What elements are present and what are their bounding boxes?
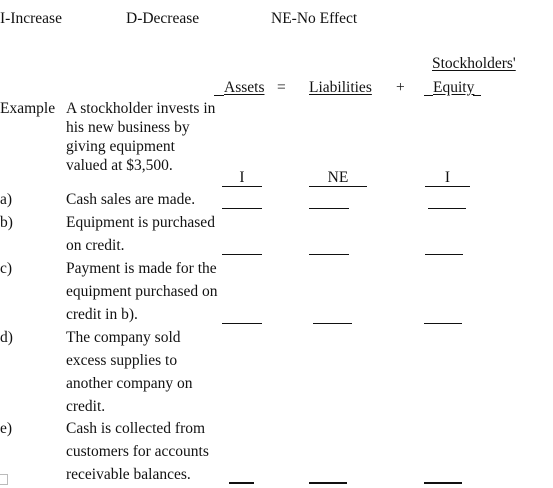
item-b-assets-blank[interactable] (222, 254, 262, 255)
item-a-label: a) (0, 191, 13, 208)
example-text-line: his new business by (66, 119, 190, 136)
header-equity-line1: Stockholders' (432, 55, 516, 72)
item-c-equity-blank[interactable] (424, 323, 462, 324)
item-a-liabilities-blank[interactable] (309, 208, 349, 209)
item-e-text-line: receivable balances. (66, 466, 191, 483)
item-e-text-line: customers for accounts (66, 443, 209, 460)
page-corner-marker (0, 474, 8, 485)
item-d-text-line: The company sold (66, 329, 181, 346)
item-d-text-line: excess supplies to (66, 352, 178, 369)
legend-decrease: D-Decrease (126, 10, 200, 27)
header-liabilities: Liabilities (309, 79, 372, 96)
item-d-text-line: credit. (66, 398, 106, 415)
header-equity-underline-tail (473, 95, 481, 96)
item-c-assets-blank[interactable] (222, 323, 262, 324)
item-b-text-line: on credit. (66, 237, 125, 254)
item-c-label: c) (0, 260, 13, 277)
item-e-assets-blank[interactable] (229, 482, 254, 484)
item-e-label: e) (0, 420, 13, 437)
item-e-text-line: Cash is collected from (66, 420, 206, 437)
item-c-text-line: equipment purchased on (66, 283, 218, 300)
item-c-text-line: Payment is made for the (66, 260, 217, 277)
header-assets-underline-lead (214, 95, 224, 96)
example-text-line: giving equipment (66, 138, 175, 155)
legend-no-effect: NE-No Effect (271, 10, 358, 27)
example-liabilities-blank (309, 186, 367, 187)
header-assets: Assets (224, 79, 265, 96)
header-equity-line2: Equity (433, 79, 475, 96)
example-label: Example (0, 100, 56, 117)
item-c-text-line: credit in b). (66, 306, 138, 323)
item-e-liabilities-blank[interactable] (309, 482, 347, 484)
item-e-equity-blank[interactable] (424, 482, 462, 484)
example-assets-blank (222, 186, 262, 187)
item-d-label: d) (0, 329, 13, 346)
item-a-assets-blank[interactable] (222, 208, 262, 209)
example-equity-value: I (444, 169, 451, 186)
header-plus: + (396, 79, 405, 96)
item-c-liabilities-blank[interactable] (313, 323, 352, 324)
item-b-text-line: Equipment is purchased (66, 214, 215, 231)
example-equity-blank (425, 186, 470, 187)
item-b-label: b) (0, 214, 13, 231)
example-assets-value: I (239, 169, 245, 186)
item-a-equity-blank[interactable] (428, 208, 466, 209)
example-liabilities-value: NE (327, 169, 349, 186)
header-equity-underline-lead (424, 95, 433, 96)
legend-increase: I-Increase (0, 10, 62, 27)
item-b-equity-blank[interactable] (425, 254, 463, 255)
header-equals: = (277, 79, 286, 96)
item-b-liabilities-blank[interactable] (309, 254, 349, 255)
example-text-line: valued at $3,500. (66, 157, 173, 174)
item-a-text-line: Cash sales are made. (66, 191, 196, 208)
example-text-line: A stockholder invests in (66, 100, 216, 117)
item-d-text-line: another company on (66, 375, 193, 392)
